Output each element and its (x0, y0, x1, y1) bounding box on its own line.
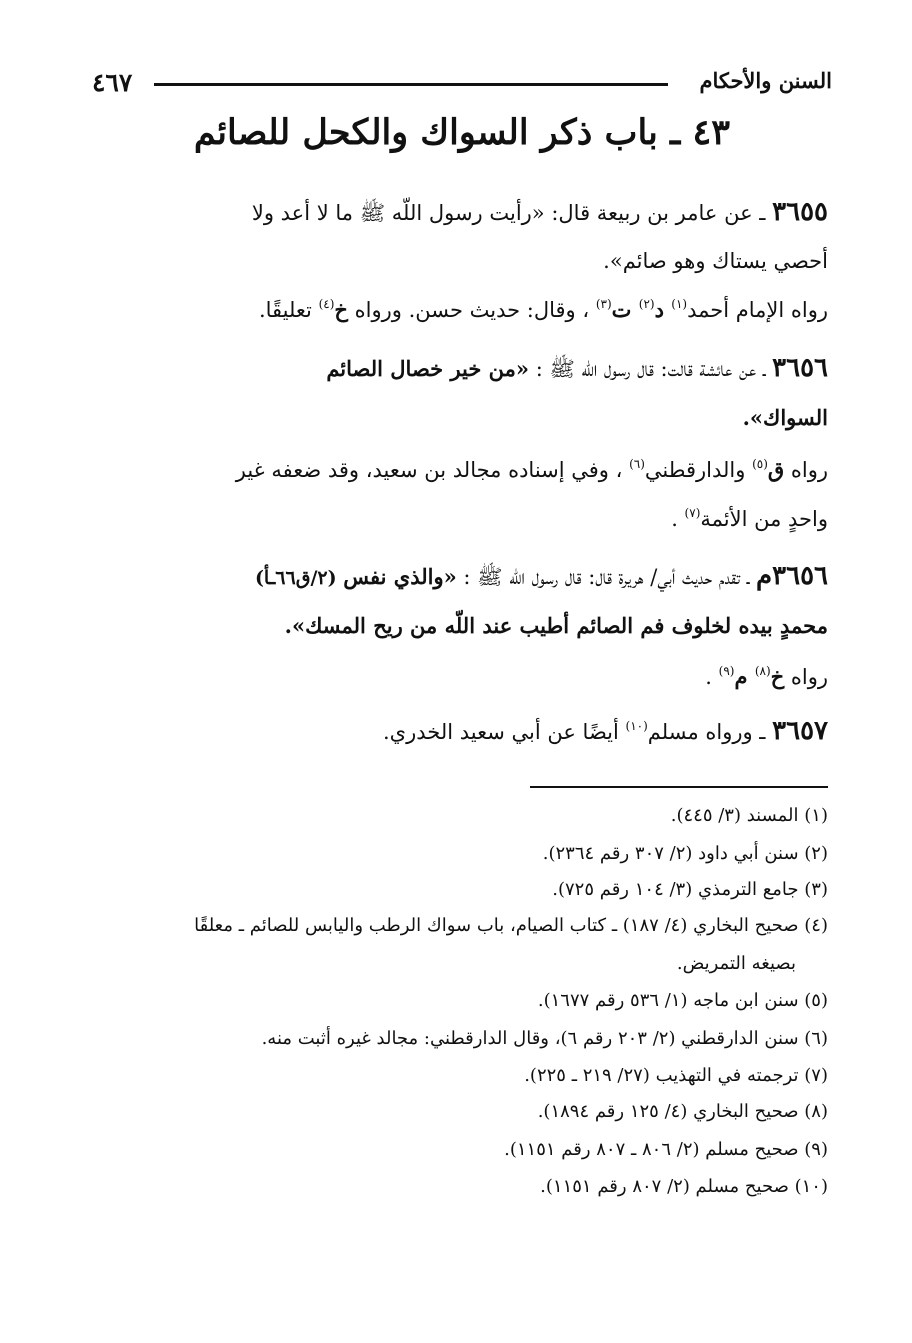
entry-3656-line-1 (326, 353, 828, 384)
source-symbol-t: ت (611, 297, 639, 322)
entry-3656-line-2: السواك». (742, 405, 828, 430)
entry-text: ـ ورواه مسلم (647, 720, 773, 744)
source-text: . (671, 507, 685, 531)
footnote-6: (٦) سنن الدارقطني (٢/ ٢٠٣ رقم ٦)، وقال الدارقطني: مجالد غيره أثبت منه. (261, 1028, 828, 1049)
page-number: ٤٦٧ (92, 68, 133, 97)
entry-3655-source (259, 295, 828, 328)
footnote-ref-3[interactable]: (٣) (595, 297, 612, 311)
entry-text: أيضًا عن أبي سعيد الخدري. (383, 720, 626, 744)
source-symbol-m: م (734, 664, 755, 689)
footnote-ref-2[interactable]: (٢) (638, 297, 655, 311)
entry-text: ـ تقدم حديث أبي/ هريرة قال: قال رسول اللّه ﷺ : (456, 565, 757, 589)
source-text: ، وفي إسناده مجالد بن سعيد، وقد ضعفه غير (235, 458, 630, 482)
entry-3656m-line-2: محمدٍ بيده لخلوف فم الصائم أطيب عند اللّه من ريح المسك». (284, 613, 828, 638)
footnote-ref-10[interactable]: (١٠) (625, 719, 648, 733)
footnote-ref-1[interactable]: (١) (671, 297, 688, 311)
footnote-separator (530, 786, 828, 788)
entry-3656m-line-1 (255, 561, 828, 593)
entry-number: ٣٦٥٧ (772, 716, 828, 746)
hadith-text: «من خير خصال الصائم (326, 356, 530, 381)
footnote-ref-6[interactable]: (٦) (629, 457, 645, 471)
footnote-ref-8[interactable]: (٨) (754, 664, 771, 678)
footnote-ref-7[interactable]: (٧) (684, 506, 701, 520)
footnote-10: (١٠) صحيح مسلم (٢/ ٨٠٧ رقم ١١٥١). (540, 1176, 828, 1197)
entry-3655-line-2: أحصي يستاك وهو صائم». (603, 249, 828, 273)
manuscript-ref: (٢/ق٦٦ـأ) (254, 567, 344, 589)
source-text: . (705, 665, 719, 689)
entry-text: ـ عن عامر بن ربيعة قال: «رأيت رسول اللّه ﷺ ما لا أعد ولا (251, 201, 773, 225)
entry-3656-source-2 (671, 504, 828, 537)
source-symbol-d: د (654, 297, 672, 322)
source-text: رواه الإمام أحمد (687, 298, 828, 322)
footnote-2: (٢) سنن أبي داود (٢/ ٣٠٧ رقم ٢٣٦٤). (542, 843, 828, 864)
running-head (92, 64, 832, 104)
entry-number: ٣٦٥٦م (756, 561, 828, 591)
footnote-4: (٤) صحيح البخاري (٤/ ١٨٧) ـ كتاب الصيام، باب سواك الرطب واليابس للصائم ـ معلقًا (194, 915, 828, 936)
hadith-text: «والذي نفس (343, 564, 457, 589)
entry-3656-source-1 (236, 455, 828, 488)
header-rule (154, 83, 668, 86)
footnote-4-continued: بصيغه التمريض. (676, 953, 796, 974)
footnote-ref-9[interactable]: (٩) (718, 664, 735, 678)
footnote-1: (١) المسند (٣/ ٤٤٥). (670, 805, 828, 826)
entry-3657-line-1 (383, 716, 828, 750)
source-text: رواه (784, 665, 828, 689)
footnote-5: (٥) سنن ابن ماجه (١/ ٥٣٦ رقم ١٦٧٧). (537, 990, 828, 1011)
source-text: والدارقطني (644, 458, 753, 482)
source-symbol-q: ق (767, 457, 785, 482)
chapter-title: ٤٣ ـ باب ذكر السواك والكحل للصائم (193, 112, 731, 153)
source-text: رواه (784, 458, 828, 482)
entry-3655-line-1 (252, 197, 828, 228)
footnote-7: (٧) ترجمته في التهذيب (٢٧/ ٢١٩ ـ ٢٢٥). (524, 1065, 828, 1086)
running-title: السنن والأحكام (699, 68, 832, 93)
entry-3656m-source (705, 662, 828, 695)
entry-number: ٣٦٥٥ (772, 197, 828, 227)
footnote-ref-5[interactable]: (٥) (752, 457, 768, 471)
source-symbol-kh: خ (770, 664, 785, 689)
footnote-3: (٣) جامع الترمذي (٣/ ١٠٤ رقم ٧٢٥). (552, 879, 828, 900)
source-text: واحدٍ من الأئمة (700, 507, 828, 531)
source-text: تعليقًا. (258, 298, 319, 322)
entry-number: ٣٦٥٦ (772, 353, 828, 383)
footnote-9: (٩) صحيح مسلم (٢/ ٨٠٦ ـ ٨٠٧ رقم ١١٥١). (504, 1139, 828, 1160)
entry-text: ـ عن عائشة قالت: قال رسول اللّه ﷺ : (529, 357, 773, 381)
source-text: ، وقال: حديث حسن. ورواه (347, 298, 596, 322)
source-symbol-kh: خ (334, 297, 348, 322)
footnote-ref-4[interactable]: (٤) (318, 297, 335, 311)
footnote-8: (٨) صحيح البخاري (٤/ ١٢٥ رقم ١٨٩٤). (537, 1101, 828, 1122)
